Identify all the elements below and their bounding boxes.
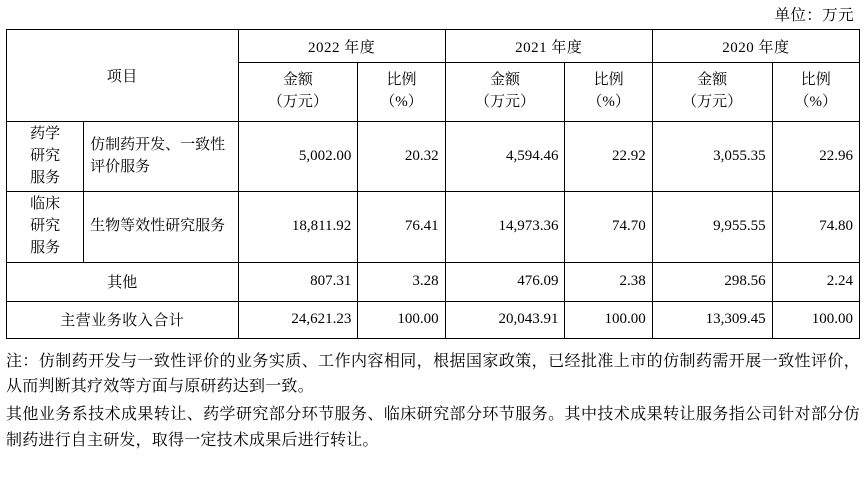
header-year-2021: 2021 年度: [445, 30, 652, 63]
cell-2022-amount: 807.31: [238, 262, 358, 301]
cell-2020-amount: 9,955.55: [652, 192, 772, 262]
header-amount-line1: 金额: [697, 72, 728, 89]
cell-2020-ratio: 2.24: [772, 262, 859, 301]
cell-2021-ratio: 2.38: [565, 262, 652, 301]
row-category-pharmaceutical: [7, 122, 84, 192]
header-ratio-2020: [772, 63, 859, 122]
header-amount-2020: [652, 63, 772, 122]
header-amount-line1: 金额: [282, 72, 313, 89]
header-ratio-2022: [358, 63, 445, 122]
category-line: 服务: [30, 169, 61, 186]
header-amount-line2: （万元）: [682, 94, 743, 110]
footnote-1: 注：仿制药开发与一致性评价的业务实质、工作内容相同，根据国家政策，已经批准上市的仿制药需开展一致性评价，从而判断其疗效等方面与原研药达到一致。: [6, 352, 860, 396]
revenue-breakdown-table: [6, 29, 860, 339]
category-line: 药学: [30, 126, 61, 142]
cell-2021-amount: 476.09: [445, 262, 565, 301]
cell-2020-amount: 298.56: [652, 262, 772, 301]
cell-2022-ratio: 3.28: [358, 262, 445, 301]
row-service-generic-dev: 仿制药开发、一致性评价服务: [84, 122, 238, 192]
cell-2021-ratio: 22.92: [565, 122, 652, 192]
table-row: [7, 262, 860, 301]
header-ratio-line1: 比例: [386, 72, 417, 89]
unit-note: 单位：万元: [774, 7, 854, 24]
total-2021-amount: 20,043.91: [445, 301, 565, 338]
cell-2021-amount: 4,594.46: [445, 122, 565, 192]
cell-2021-ratio: 74.70: [565, 192, 652, 262]
cell-2020-amount: 3,055.35: [652, 122, 772, 192]
category-line: 临床: [30, 196, 61, 213]
header-year-2022: 2022 年度: [238, 30, 445, 63]
total-label: 主营业务收入合计: [7, 301, 239, 338]
total-2020-amount: 13,309.45: [652, 301, 772, 338]
header-amount-line1: 金额: [490, 72, 521, 89]
header-ratio-line2: （%）: [380, 94, 423, 110]
row-service-bioequivalence: 生物等效性研究服务: [84, 192, 238, 262]
cell-2020-ratio: 74.80: [772, 192, 859, 262]
header-year-2020: 2020 年度: [652, 30, 859, 63]
table-row: [7, 122, 860, 192]
header-amount-2021: [445, 63, 565, 122]
header-ratio-line2: （%）: [587, 94, 630, 110]
header-ratio-line2: （%）: [794, 94, 838, 110]
table-footnotes: [6, 349, 860, 455]
cell-2022-amount: 5,002.00: [238, 122, 358, 192]
header-amount-line2: （万元）: [475, 94, 536, 110]
header-ratio-line1: 比例: [593, 72, 624, 89]
total-2021-ratio: 100.00: [565, 301, 652, 338]
header-amount-line2: （万元）: [267, 94, 328, 110]
cell-2020-ratio: 22.96: [772, 122, 859, 192]
total-2020-ratio: 100.00: [772, 301, 859, 338]
header-ratio-2021: [565, 63, 652, 122]
cell-2021-amount: 14,973.36: [445, 192, 565, 262]
total-2022-amount: 24,621.23: [238, 301, 358, 338]
cell-2022-ratio: 20.32: [358, 122, 445, 192]
cell-2022-amount: 18,811.92: [238, 192, 358, 262]
table-row: [7, 192, 860, 262]
footnote-2: 其他业务系技术成果转让、药学研究部分环节服务、临床研究部分环节服务。其中技术成果转让服务指公司针对部分仿制药进行自主研发，取得一定技术成果后进行转让。: [6, 406, 860, 450]
header-ratio-line1: 比例: [800, 72, 831, 89]
row-category-clinical: [7, 192, 84, 262]
header-item-label: 项目: [7, 30, 239, 122]
header-amount-2022: [238, 63, 358, 122]
category-line: 研究: [30, 218, 61, 234]
category-line: 研究: [30, 147, 61, 164]
table-total-row: [7, 301, 860, 338]
category-line: 服务: [30, 239, 61, 256]
table-header-row-years: [7, 30, 860, 63]
cell-2022-ratio: 76.41: [358, 192, 445, 262]
row-service-other: 其他: [7, 262, 239, 301]
total-2022-ratio: 100.00: [358, 301, 445, 338]
